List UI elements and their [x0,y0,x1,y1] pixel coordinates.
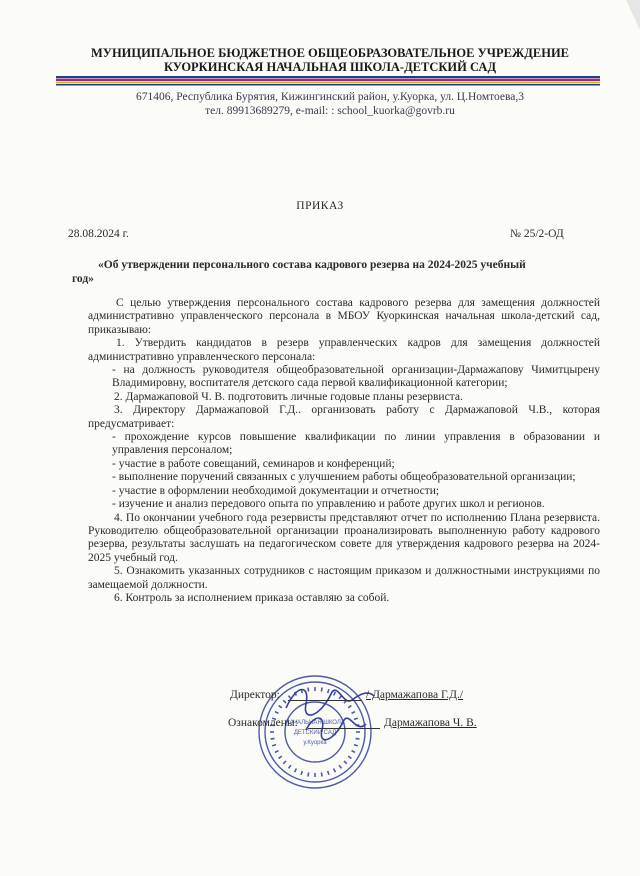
stamp-text-line2: ДЕТСКИЙ САД [293,730,337,736]
order-body [88,297,600,605]
order-number: № 25/2-ОД [510,228,564,240]
stamp-ring-mark [283,761,286,764]
stamp-ring-mark [308,772,309,776]
duty-item: - участие в оформлении необходимой документации и отчетности; [112,484,440,497]
order-title: ПРИКАЗ [296,200,344,212]
paragraph-item-5: 5. Ознакомить указанных сотрудников с настоящим приказом и должностными инструкциями по замещаемой должности. [88,565,600,591]
stamp-ring-mark [279,756,282,758]
stamp-ring-mark [321,772,322,776]
scan-corner-shadow [616,0,640,30]
director-signature-line [288,700,362,701]
org-address: 671406, Республика Бурятия, Кижингинский район, у.Куорка, ул. Ц.Номтоева,3 [136,91,524,103]
stamp-ring-mark [289,765,291,768]
paragraph-item-1: 1. Утвердить кандидатов в резерв управленческих кадров для замещения должностей административно управленческого персонала: [88,337,600,363]
order-date: 28.08.2024 г. [68,228,129,240]
header-stripe [56,76,600,86]
stamp-ring-mark [348,756,351,758]
stamp-ring-mark [275,751,279,753]
stamp-text-line1: НАЧАЛЬНАЯ ШКОЛА [285,720,345,726]
paragraph-item-3: 3. Директору Дармажаповой Г.Д.. организовать работу с Дармажаповой Ч.В., которая предусматривает: [88,404,600,430]
stamp-ring-mark [275,712,279,714]
stamp-ring-mark [295,769,297,773]
duty-item: - участие в работе совещаний, семинаров и конференций; [112,457,395,470]
stamp-ring-mark [301,771,302,775]
paragraph-item-6: 6. Контроль за исполнением приказа оставляю за собой. [114,591,390,604]
stamp-ring-mark [339,765,341,768]
duty-item: - изучение и анализ передового опыта по управлению и работе других школ и регионов. [112,498,545,511]
stamp-text-line3: у.Куорка [303,740,327,746]
stamp-ring-mark [328,771,329,775]
acquainted-label: Ознакомлены: [228,717,298,729]
stamp-ring-mark [272,745,276,746]
acquainted-name: Дармажапова Ч. В. [384,717,477,729]
org-title-line2: КУОРКИНСКАЯ НАЧАЛЬНАЯ ШКОЛА-ДЕТСКИЙ САД [163,60,497,74]
paragraph-item-4: 4. По окончании учебного года резервисты представляют отчет по исполнению Плана резервиста. Руководителю общеобразовательной организации проанализировать выполненную работу кадрового резерва, результаты заслушать на педагогическом совете для утверждения кадрового резерва на 2024-2025 учебный год. [88,511,600,564]
org-title-line1: МУНИЦИПАЛЬНОЕ БЮДЖЕТНОЕ ОБЩЕОБРАЗОВАТЕЛЬНОЕ УЧРЕЖДЕНИЕ [90,46,570,60]
stamp-ring-mark [334,769,336,773]
duty-item: - прохождение курсов повышение квалификации по линии управления в образовании и управления персоналом; [112,431,600,457]
order-subject-line1: «Об утверждении персонального состава кадрового резерва на 2024-2025 учебный [98,259,526,271]
paragraph-intro: С целью утверждения персонального состава кадрового резерва для замещения должностей административно управленческого персонала в МБОУ Куоркинская начальная школа-детский сад, приказываю: [88,297,600,336]
candidate-item: - на должность руководителя общеобразовательной организации-Дармажапову Чимитцырену Владимировну, воспитателя детского сада первой квалификационной категории; [112,364,600,390]
org-contacts: тел. 89913689279, e-mail: : school_kuorka@govrb.ru [205,105,455,117]
director-name: / Дармажапова Г.Д./ [366,689,464,701]
paragraph-item-2: 2. Дармажаповой Ч. В. подготовить личные годовые планы резервиста. [114,390,463,403]
acquainted-signature-line [308,728,380,729]
duty-item: - выполнение поручений связанных с улучшением работы общеобразовательной организации; [112,471,576,484]
stamp-ring-mark [271,738,275,739]
stamp-ring-mark [344,761,347,764]
order-subject-line2: год» [72,273,94,285]
director-label: Директор: [230,689,280,701]
stamp-ring-mark [352,751,356,753]
